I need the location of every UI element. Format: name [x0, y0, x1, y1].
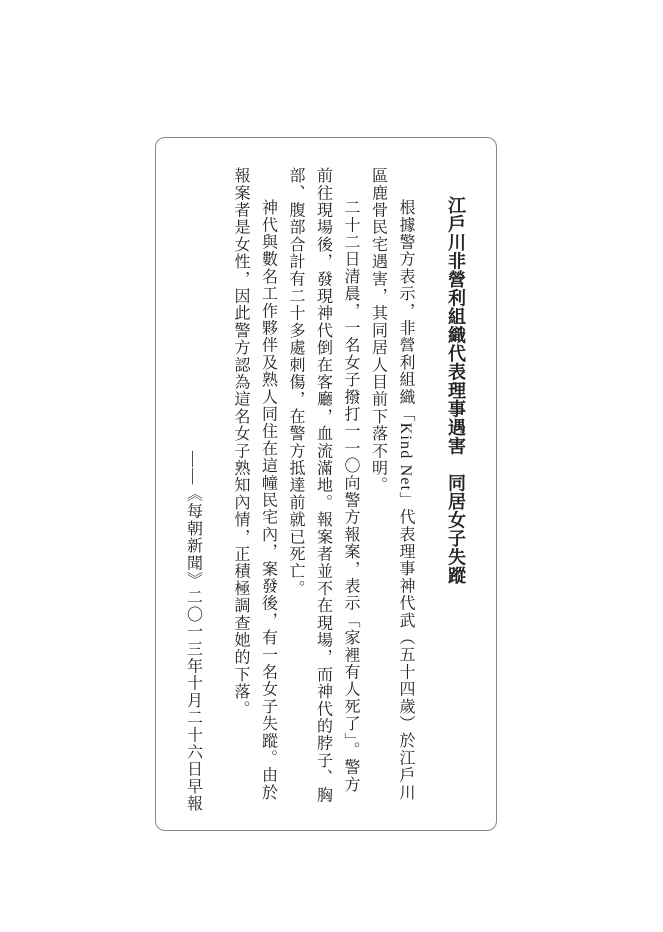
text-line: 二十二日清晨，一名女子撥打一一〇向警方報案，表示「家裡有人死了」。警方	[342, 199, 359, 793]
article-paragraph	[364, 167, 419, 812]
text-line: 神代與數名工作夥伴及熟人同住在這幢民宅內，案發後，有一名女子失蹤。由於	[259, 199, 277, 801]
article-paragraph	[282, 167, 365, 812]
text-line: 根據警方表示，非營利組織「Kind Net」代表理事神代武（五十四歲）於江戶川	[397, 199, 414, 801]
article-attribution: ——《每朝新聞》二〇一三年十月二十六日早報	[184, 450, 202, 812]
article-paragraph	[227, 167, 282, 812]
text-line: 部、腹部合計有二十多處刺傷，在警方抵達前就已死亡。	[287, 167, 304, 597]
text-line: 報案者是女性，因此警方認為這名女子熟知內情，正積極調查她的下落。	[232, 167, 249, 718]
article-title: 江戶川非營利組織代表理事遇害 同居女子失蹤	[446, 196, 466, 585]
text-line: 前往現場後，發現神代倒在客廳，血流滿地。報案者並不在現場，而神代的脖子、胸	[314, 167, 332, 804]
text-line: 區鹿骨民宅遇害，其同居人目前下落不明。	[369, 167, 387, 494]
article-card	[155, 137, 497, 831]
